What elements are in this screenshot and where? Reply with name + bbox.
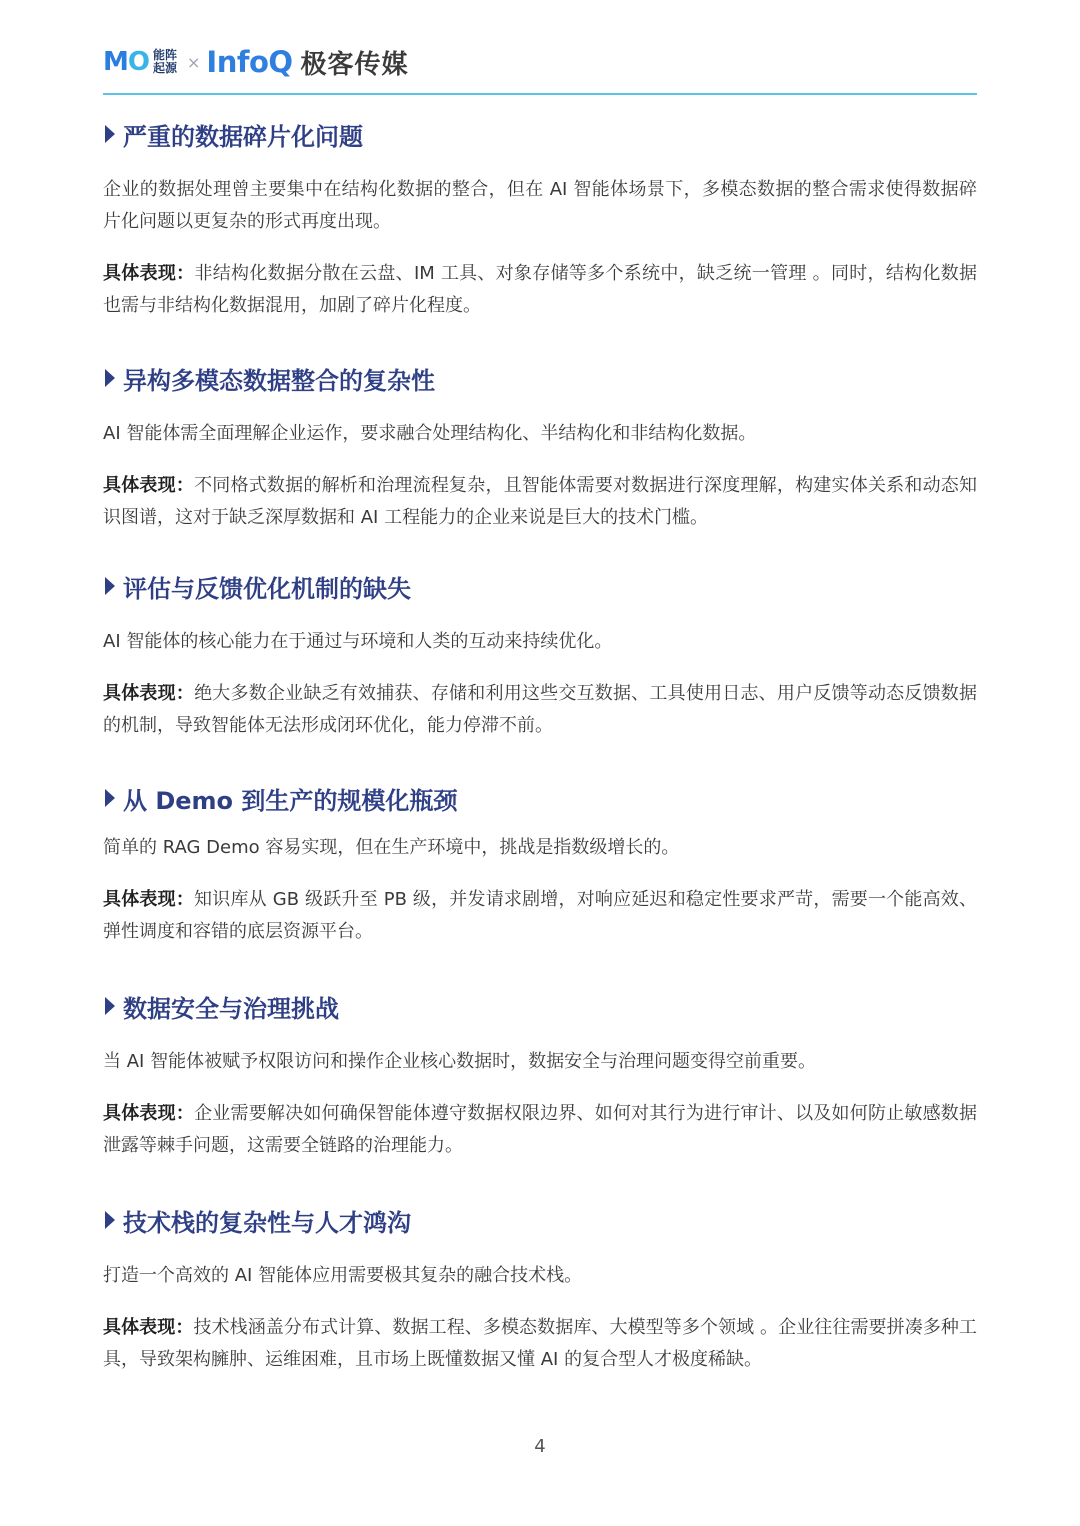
section-intro: 简单的 RAG Demo 容易实现，但在生产环境中，挑战是指数级增长的。 [103, 837, 680, 858]
mo-logo-text-top: 能阵 [152, 48, 177, 62]
triangle-bullet-icon [105, 125, 115, 143]
detail-text: 技术栈涵盖分布式计算、数据工程、多模态数据库、大模型等多个领域 。企业往往需要拼凑多种工具，导致架构臃肿、运维困难，且市场上既懂数据又懂 AI 的复合型人才极度稀缺。 [103, 1317, 978, 1370]
page-number: 4 [534, 1436, 546, 1457]
section [103, 1198, 977, 1376]
detail-label: 具体表现： [103, 475, 195, 496]
section-detail [103, 1098, 977, 1162]
detail-label: 具体表现： [103, 889, 195, 910]
section [103, 776, 977, 948]
section [103, 356, 977, 534]
section-intro: 当 AI 智能体被赋予权限访问和操作企业核心数据时，数据安全与治理问题变得空前重要。 [103, 1051, 817, 1072]
triangle-bullet-icon [105, 789, 115, 807]
triangle-bullet-icon [105, 369, 115, 387]
section-detail [103, 1312, 977, 1376]
detail-label: 具体表现： [103, 683, 195, 704]
geek-media-logo-text: 极客传媒 [300, 49, 409, 80]
section-title-text: 从 Demo 到生产的规模化瓶颈 [123, 786, 458, 815]
detail-text: 企业需要解决如何确保智能体遵守数据权限边界、如何对其行为进行审计、以及如何防止敏感数据泄露等棘手问题，这需要全链路的治理能力。 [103, 1103, 978, 1156]
cross-icon: × [187, 52, 201, 72]
section-title-text: 评估与反馈优化机制的缺失 [123, 574, 411, 603]
section-title [103, 776, 977, 820]
triangle-bullet-icon [105, 577, 115, 595]
section-title-text: 技术栈的复杂性与人才鸿沟 [123, 1208, 411, 1237]
section-title-text: 严重的数据碎片化问题 [123, 122, 363, 151]
detail-label: 具体表现： [103, 263, 195, 284]
section [103, 112, 977, 322]
main-content [103, 112, 977, 1376]
page-header [103, 40, 977, 84]
detail-label: 具体表现： [103, 1103, 195, 1124]
section-detail [103, 470, 977, 534]
section-title [103, 112, 977, 156]
triangle-bullet-icon [105, 1211, 115, 1229]
detail-label: 具体表现： [103, 1317, 194, 1338]
detail-text: 非结构化数据分散在云盘、IM 工具、对象存储等多个系统中，缺乏统一管理 。同时，结构化数据也需与非结构化数据混用，加剧了碎片化程度。 [103, 263, 978, 316]
section-title-text: 数据安全与治理挑战 [123, 994, 339, 1023]
section-title [103, 356, 977, 400]
mo-logo-text-bottom: 起源 [152, 61, 177, 75]
section-title [103, 1198, 977, 1242]
triangle-bullet-icon [105, 997, 115, 1015]
detail-text: 知识库从 GB 级跃升至 PB 级，并发请求剧增，对响应延迟和稳定性要求严苛，需要一个能高效、弹性调度和容错的底层资源平台。 [103, 889, 978, 942]
section-detail [103, 258, 977, 322]
section-title-text: 异构多模态数据整合的复杂性 [123, 366, 435, 395]
section [103, 564, 977, 742]
section-title [103, 564, 977, 608]
section-detail [103, 884, 977, 948]
section [103, 984, 977, 1162]
infoq-logo: InfoQ [206, 45, 293, 79]
section-intro: AI 智能体的核心能力在于通过与环境和人类的互动来持续优化。 [103, 631, 613, 652]
mo-logo: MO [103, 47, 149, 77]
header-divider [103, 93, 977, 95]
section-detail [103, 678, 977, 742]
section-intro: AI 智能体需全面理解企业运作，要求融合处理结构化、半结构化和非结构化数据。 [103, 423, 757, 444]
detail-text: 不同格式数据的解析和治理流程复杂，且智能体需要对数据进行深度理解，构建实体关系和动态知识图谱，这对于缺乏深厚数据和 AI 工程能力的企业来说是巨大的技术门槛。 [103, 475, 978, 528]
section-intro: 打造一个高效的 AI 智能体应用需要极其复杂的融合技术栈。 [103, 1265, 583, 1286]
section-title [103, 984, 977, 1028]
detail-text: 绝大多数企业缺乏有效捕获、存储和利用这些交互数据、工具使用日志、用户反馈等动态反馈数据的机制，导致智能体无法形成闭环优化，能力停滞不前。 [103, 683, 978, 736]
section-intro: 企业的数据处理曾主要集中在结构化数据的整合，但在 AI 智能体场景下，多模态数据的整合需求使得数据碎片化问题以更复杂的形式再度出现。 [103, 179, 977, 232]
mo-logo-text [153, 49, 177, 75]
